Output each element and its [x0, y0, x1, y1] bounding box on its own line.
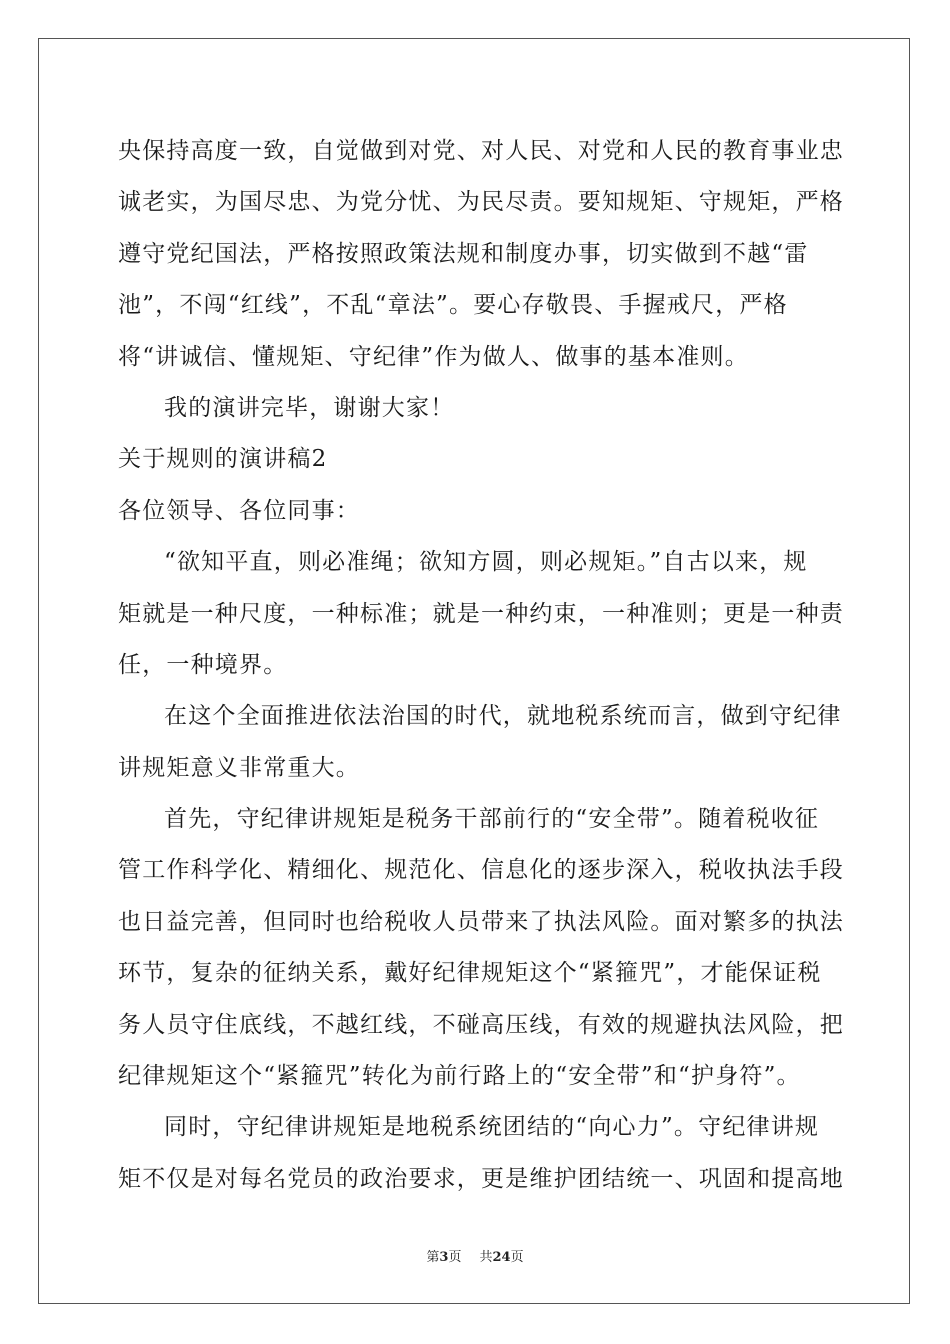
text-line: 务人员守住底线，不越红线，不碰高压线，有效的规避执法风险，把 [118, 1011, 844, 1038]
document-body [118, 126, 844, 1205]
text-line: 遵守党纪国法，严格按照政策法规和制度办事，切实做到不越“雷 [118, 240, 809, 267]
text-line: 央保持高度一致，自觉做到对党、对人民、对党和人民的教育事业忠 [118, 138, 844, 164]
text-line: 各位领导、各位同事： [118, 497, 360, 524]
footer-page-prefix: 第 [426, 1250, 440, 1265]
footer-total-suffix: 页 [510, 1250, 524, 1265]
text-line: 同时，守纪律讲规矩是地税系统团结的“向心力”。守纪律讲规 [164, 1114, 820, 1141]
text-line: 纪律规矩这个“紧箍咒”转化为前行路上的“安全带”和“护身符”。 [118, 1063, 801, 1090]
text-line: 在这个全面推进依法治国的时代，就地税系统而言，做到守纪律 [164, 703, 842, 730]
footer-total-prefix: 共 [479, 1250, 493, 1265]
text-line: 首先，守纪律讲规矩是税务干部前行的“安全带”。随着税收征 [164, 806, 820, 833]
text-line: 我的演讲完毕，谢谢大家！ [164, 394, 455, 421]
footer-page-number: 3 [439, 1250, 449, 1265]
text-line: “欲知平直，则必准绳；欲知方圆，则必规矩。”自古以来，规 [164, 549, 808, 576]
text-line: 管工作科学化、精细化、规范化、信息化的逐步深入，税收执法手段 [118, 857, 844, 884]
text-line: 矩不仅是对每名党员的政治要求，更是维护团结统一、巩固和提高地 [118, 1165, 844, 1192]
text-line: 环节，复杂的征纳关系，戴好纪律规矩这个“紧箍咒”，才能保证税 [118, 960, 822, 987]
text-line: 讲规矩意义非常重大。 [118, 754, 360, 781]
text-line: 也日益完善，但同时也给税收人员带来了执法风险。面对繁多的执法 [118, 908, 844, 935]
page-footer [0, 1246, 950, 1265]
text-line: 矩就是一种尺度，一种标准；就是一种约束，一种准则；更是一种责 [118, 600, 844, 627]
footer-page-suffix: 页 [448, 1250, 462, 1265]
text-line: 诚老实，为国尽忠、为党分忧、为民尽责。要知规矩、守规矩，严格 [118, 189, 844, 216]
footer-total-number: 24 [492, 1250, 511, 1265]
text-line: 池”，不闯“红线”，不乱“章法”。要心存敬畏、手握戒尺，严格 [118, 292, 788, 319]
text-line: 将“讲诚信、懂规矩、守纪律”作为做人、做事的基本准则。 [118, 343, 749, 370]
text-line: 任，一种境界。 [118, 651, 288, 678]
text-line: 关于规则的演讲稿2 [118, 446, 328, 473]
